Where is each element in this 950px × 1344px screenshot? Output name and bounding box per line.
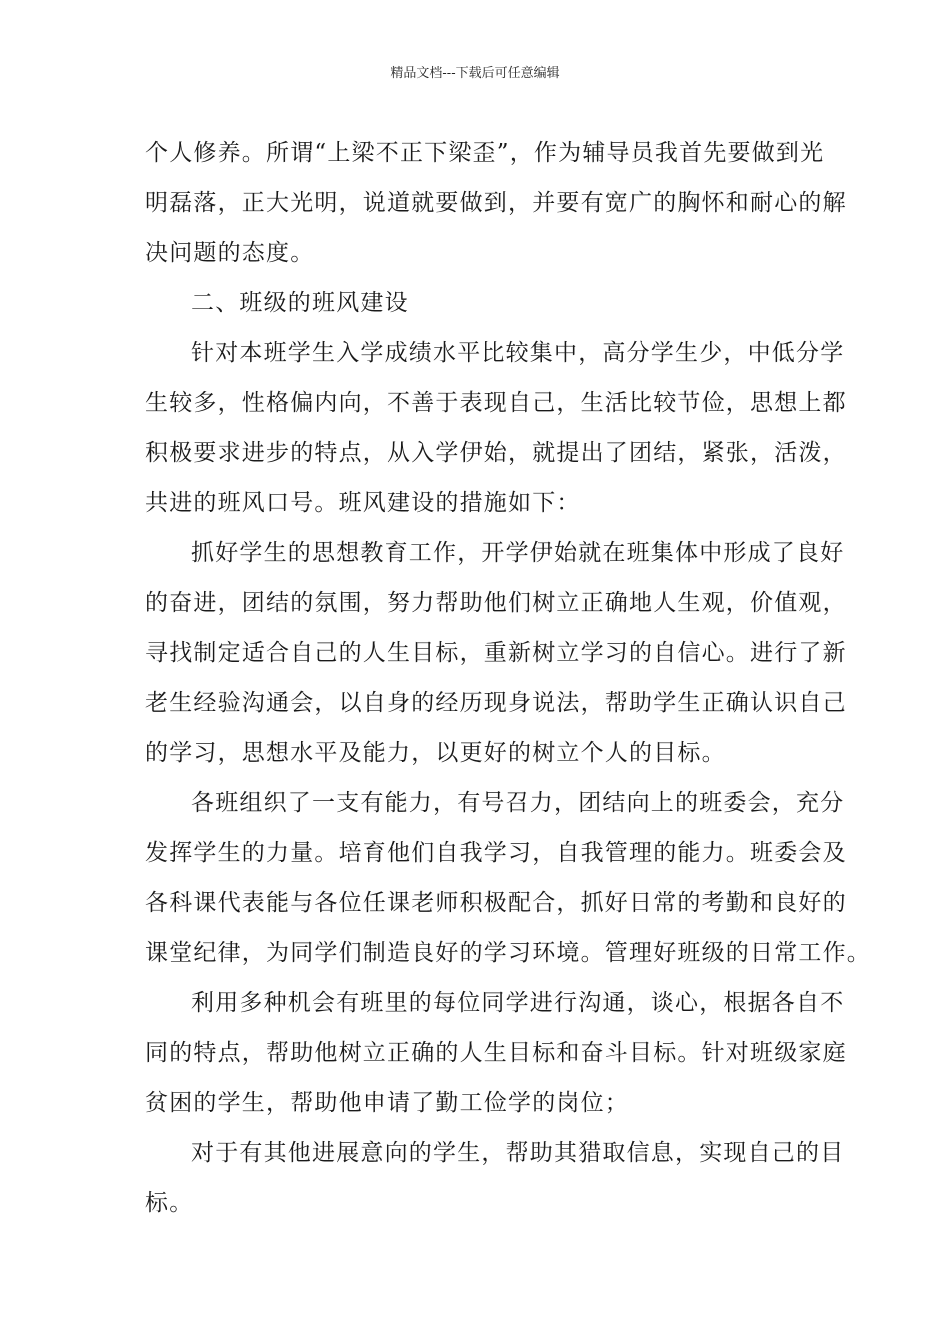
text-line: 明磊落，正大光明，说道就要做到，并要有宽广的胸怀和耐心的解 [145,190,847,216]
text-line: 各科课代表能与各位任课老师积极配合，抓好日常的考勤和良好的 [145,890,847,916]
text-line: 抓好学生的思想教育工作，开学伊始就在班集体中形成了良好 [191,540,845,566]
text-line: 针对本班学生入学成绩水平比较集中，高分学生少，中低分学 [191,340,845,366]
text-line: 老生经验沟通会，以自身的经历现身说法，帮助学生正确认识自己 [145,690,847,716]
text-line: 对于有其他进展意向的学生，帮助其猎取信息，实现自己的目 [191,1140,845,1166]
text-line: 积极要求进步的特点，从入学伊始，就提出了团结，紧张，活泼， [145,440,847,466]
text-line: 决问题的态度。 [145,240,315,266]
text-line: 个人修养。所谓“上梁不正下梁歪”，作为辅导员我首先要做到光 [145,140,825,166]
text-line: 的奋进，团结的氛围，努力帮助他们树立正确地人生观，价值观， [145,590,847,616]
text-line: 贫困的学生，帮助他申请了勤工俭学的岗位； [145,1090,629,1116]
text-line: 发挥学生的力量。培育他们自我学习，自我管理的能力。班委会及 [145,840,847,866]
document-body [145,128,871,1228]
text-line: 利用多种机会有班里的每位同学进行沟通，谈心，根据各自不 [191,990,845,1016]
text-line: 同的特点，帮助他树立正确的人生目标和奋斗目标。针对班级家庭 [145,1040,847,1066]
text-line: 寻找制定适合自己的人生目标，重新树立学习的自信心。进行了新 [145,640,847,666]
text-line: 共进的班风口号。班风建设的措施如下： [145,490,581,516]
text-line: 标。 [145,1190,194,1216]
text-line: 生较多，性格偏内向，不善于表现自己，生活比较节俭，思想上都 [145,390,847,416]
text-line: 的学习，思想水平及能力，以更好的树立个人的目标。 [145,740,726,766]
page-header: 精品文档---下载后可任意编辑 [390,66,560,81]
text-line: 课堂纪律，为同学们制造良好的学习环境。管理好班级的日常工作。 [145,940,871,966]
section-heading: 二、班级的班风建设 [191,290,409,316]
text-line: 各班组织了一支有能力，有号召力，团结向上的班委会，充分 [191,790,845,816]
